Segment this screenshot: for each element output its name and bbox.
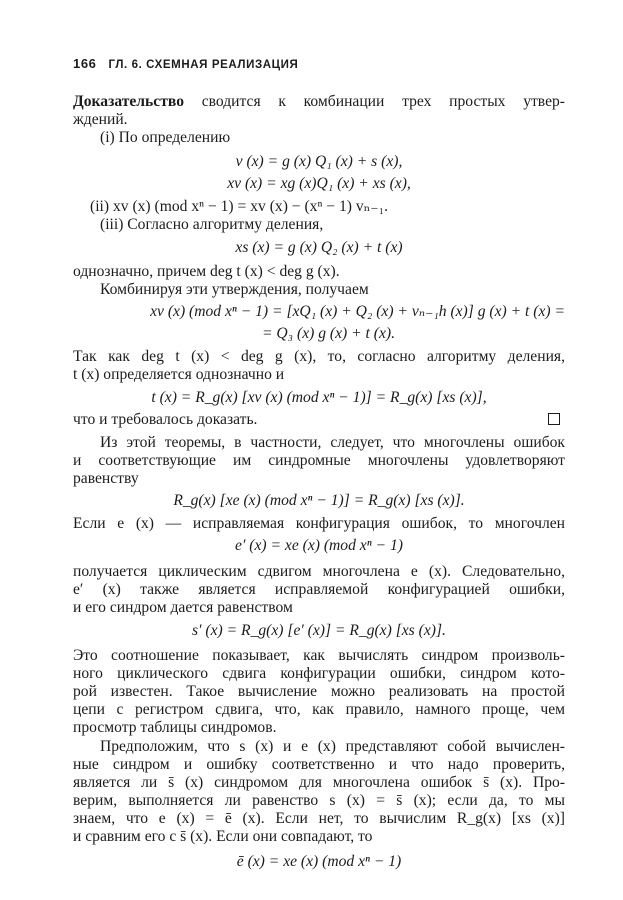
para5-line-3: является ли s̄ (x) синдромом для многочлена ошибок s̄ (x). Про-	[73, 774, 565, 791]
para2-line-2: и соответствующие им синдромные многочлены удовлетворяют	[73, 452, 565, 469]
equation-6: t (x) = R_g(x) [xv (x) (mod xⁿ − 1)] = R_g(x) [xs (x)],	[151, 389, 487, 406]
para3-line-4: и его синдром дается равенством	[73, 599, 293, 616]
proof-line-16: что и требовалось доказать.	[73, 411, 258, 428]
para3-line-3: e′ (x) также является исправляемой конфигурацией ошибки,	[73, 581, 565, 598]
proof-line-9: однозначно, причем deg t (x) < deg g (x).	[73, 263, 340, 280]
proof-line-10: Комбинируя эти утверждения, получаем	[100, 281, 369, 298]
para4-line-3: рой известен. Такое вычисление можно реализовать на простой	[73, 683, 565, 700]
chapter-title: ГЛ. 6. СХЕМНАЯ РЕАЛИЗАЦИЯ	[108, 59, 299, 71]
equation-1: v (x) = g (x) Q₁ (x) + s (x),	[235, 153, 403, 170]
para2-line-1: Из этой теоремы, в частности, следует, что многочлены ошибок	[100, 434, 565, 451]
proof-line-13: Так как deg t (x) < deg g (x), то, согласно алгоритму деления,	[73, 348, 565, 365]
para4-line-1: Это соотношение показывает, как вычислять синдром произволь-	[73, 647, 565, 664]
proof-line-2: ждений.	[73, 111, 128, 128]
equation-3: xs (x) = g (x) Q₂ (x) + t (x)	[235, 239, 403, 256]
proof-label: Доказательство	[73, 93, 184, 110]
para4-line-5: просмотр таблицы синдромов.	[73, 719, 277, 736]
running-header	[73, 56, 298, 71]
para3-line-1: Если e (x) — исправляемая конфигурация ошибок, то многочлен	[73, 515, 565, 532]
statement-i: (i) По определению	[100, 129, 231, 146]
statement-iii: (iii) Согласно алгоритму деления,	[100, 216, 324, 233]
equation-9: s′ (x) = R_g(x) [e′ (x)] = R_g(x) [xs (x)].	[192, 622, 446, 639]
para4-line-4: цепи с регистром сдвига, что, как правило, намного проще, чем	[73, 701, 565, 718]
para3-line-2: получается циклическим сдвигом многочлена e (x). Следовательно,	[73, 563, 565, 580]
statement-ii: (ii) xv (x) (mod xⁿ − 1) = xv (x) − (xⁿ − 1) vₙ₋₁.	[90, 198, 388, 215]
para5-line-2: ные синдром и ошибку соответственно и что надо проверить,	[73, 756, 565, 773]
proof-line-1: Доказательство сводится к комбинации трех простых утвер-	[73, 93, 565, 110]
equation-7: R_g(x) [xe (x) (mod xⁿ − 1)] = R_g(x) [xs (x)].	[173, 492, 465, 509]
para5-line-5: знаем, что e (x) = ē (x). Если нет, то вычислим R_g(x) [xs (x)]	[73, 810, 565, 827]
equation-4: xv (x) (mod xⁿ − 1) = [xQ₁ (x) + Q₂ (x) + vₙ₋₁h (x)] g (x) + t (x) =	[150, 303, 565, 320]
equation-5: = Q₃ (x) g (x) + t (x).	[262, 325, 395, 342]
para5-line-6: и сравним его с s̄ (x). Если они совпадают, то	[73, 828, 373, 845]
para2-line-3: равенству	[73, 470, 139, 487]
equation-2: xv (x) = xg (x)Q₁ (x) + xs (x),	[227, 175, 411, 192]
para4-line-2: ного циклического сдвига конфигурации ошибки, синдром кото-	[73, 665, 565, 682]
qed-square-icon	[548, 413, 560, 425]
equation-10: ē (x) = xe (x) (mod xⁿ − 1)	[236, 853, 402, 870]
para5-line-1: Предположим, что s (x) и e (x) представляют собой вычислен-	[100, 738, 565, 755]
proof-line-14: t (x) определяется однозначно и	[73, 366, 285, 383]
para5-line-4: верим, выполняется ли равенство s (x) = s̄ (x); если да, то мы	[73, 792, 565, 809]
equation-8: e′ (x) = xe (x) (mod xⁿ − 1)	[235, 537, 403, 554]
page-number: 166	[73, 56, 97, 71]
